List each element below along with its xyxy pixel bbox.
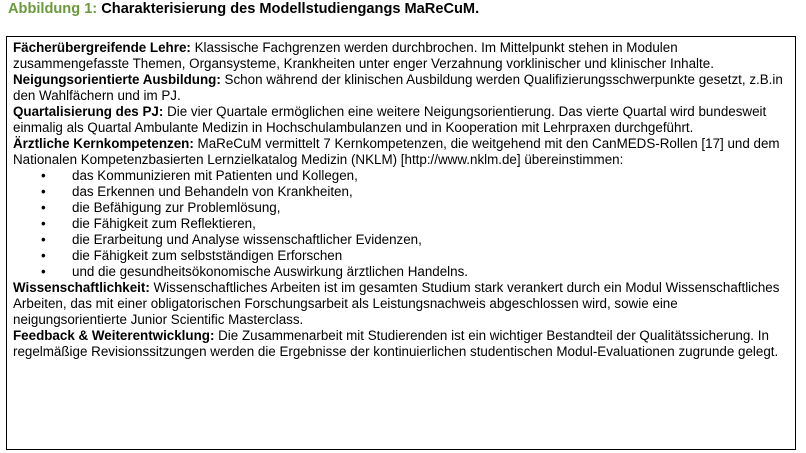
section-scientific-work (13, 280, 789, 328)
section-feedback-development (13, 328, 789, 360)
section-pj-quarters (13, 104, 789, 136)
list-item-text: die Erarbeitung und Analyse wissenschaftlicher Evidenzen, (72, 232, 422, 247)
list-item-text: und die gesundheitsökonomische Auswirkung ärztlichen Handelns. (72, 264, 469, 279)
bullet-icon: • (41, 264, 46, 279)
section-inclination-oriented-training (13, 72, 789, 104)
bullet-icon: • (41, 168, 46, 183)
section-text: Die vier Quartale ermöglichen eine weitere Neigungsorientierung. Das vierte Quartal wird bundesweit einmalig als Quartal Ambulante Medizin in Hochschulambulanzen und in Kooperation mit Lehrpraxen durchgeführt. (13, 104, 767, 135)
section-text: Wissenschaftliches Arbeiten ist im gesamten Studium stark verankert durch ein Modul Wissenschaftliches Arbeiten, das mit einer obligatorischen Forschungsarbeit als Leistungsnachweis abgeschlossen wird, sowie eine neigungsorientierte Junior Scientific Masterclass. (13, 280, 780, 327)
list-item-text: das Erkennen und Behandeln von Krankheiten, (72, 184, 353, 199)
figure-caption (8, 1, 479, 17)
list-item (13, 216, 789, 232)
section-text: Klassische Fachgrenzen werden durchbrochen. Im Mittelpunkt stehen in Modulen zusammengefasste Themen, Organsysteme, Krankheiten unter enger Verzahnung vorklinischer und klinischer Inhalte. (13, 40, 714, 71)
competency-list (13, 168, 789, 280)
bullet-icon: • (41, 248, 46, 263)
list-item-text: die Fähigkeit zum selbstständigen Erforschen (72, 248, 343, 263)
list-item (13, 200, 789, 216)
section-text: Die Zusammenarbeit mit Studierenden ist ein wichtiger Bestandteil der Qualitätssicherung. In regelmäßige Revisionssitzungen werden die Ergebnisse der kontinuierlichen studentischen Modul-Evaluationen zugrunde gelegt. (13, 328, 779, 359)
list-item-text: die Fähigkeit zum Reflektieren, (72, 216, 256, 231)
caption-label: Abbildung 1: (8, 1, 98, 17)
list-item-text: die Befähigung zur Problemlösung, (72, 200, 281, 215)
bullet-icon: • (41, 200, 46, 215)
section-heading: Quartalisierung des PJ: (13, 104, 164, 119)
list-item (13, 168, 789, 184)
section-heading: Fächerübergreifende Lehre: (13, 40, 191, 55)
section-core-competencies (13, 136, 789, 168)
list-item (13, 232, 789, 248)
caption-title: Charakterisierung des Modellstudiengangs MaReCuM. (101, 1, 480, 17)
section-text: MaReCuM vermittelt 7 Kernkompetenzen, die weitgehend mit den CanMEDS-Rollen [17] und dem Nationalen Kompetenzbasierten Lernzielkatalog Medizin (NKLM) [http://www.nklm.de] übereinstimmen: (13, 136, 780, 167)
section-heading: Ärztliche Kernkompetenzen: (13, 136, 194, 151)
list-item (13, 264, 789, 280)
section-text: Schon während der klinischen Ausbildung werden Qualifizierungsschwerpunkte gesetzt, z.B.in den Wahlfächern und im PJ. (13, 72, 783, 103)
section-heading: Neigungsorientierte Ausbildung: (13, 72, 221, 87)
list-item (13, 184, 789, 200)
bullet-icon: • (41, 184, 46, 199)
bullet-icon: • (41, 216, 46, 231)
list-item (13, 248, 789, 264)
bullet-icon: • (41, 232, 46, 247)
section-heading: Feedback & Weiterentwicklung: (13, 328, 215, 343)
list-item-text: das Kommunizieren mit Patienten und Kollegen, (72, 168, 358, 183)
section-heading: Wissenschaftlichkeit: (13, 280, 150, 295)
characterization-box (6, 36, 796, 450)
section-interdisciplinary-teaching (13, 40, 789, 72)
